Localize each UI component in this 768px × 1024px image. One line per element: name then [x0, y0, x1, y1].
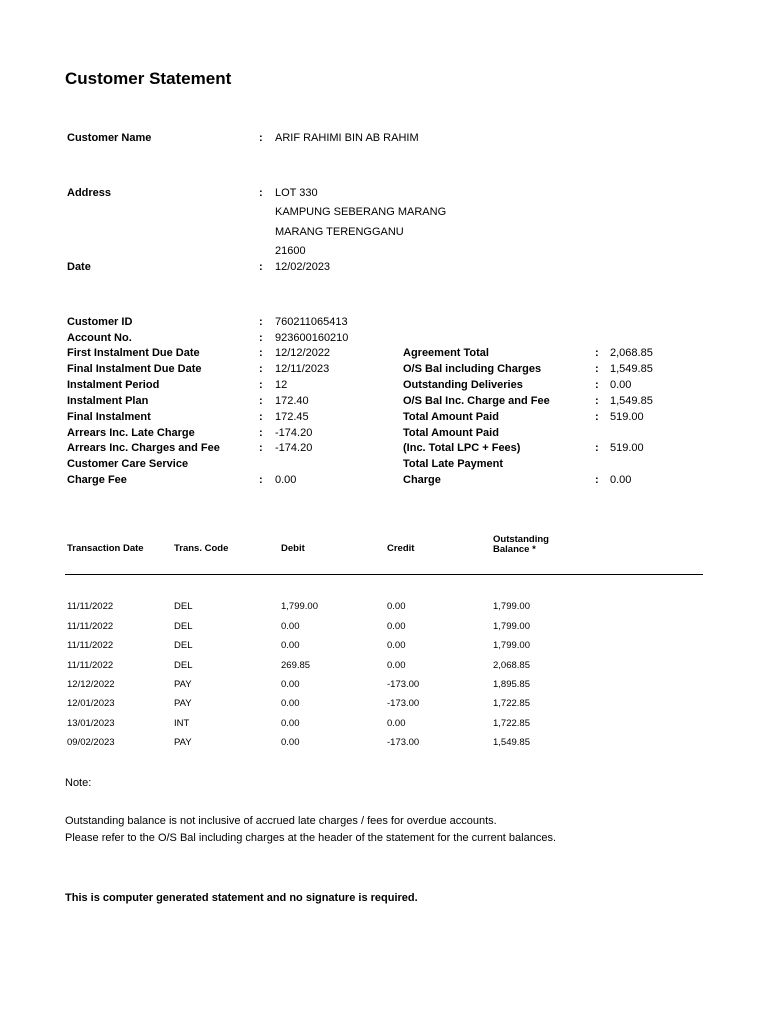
detail-label: Customer Care Service — [67, 458, 189, 470]
cell-code: DEL — [174, 640, 193, 651]
detail-label: O/S Bal Inc. Charge and Fee — [403, 395, 550, 407]
cell-date: 13/01/2023 — [67, 718, 115, 729]
cell-debit: 269.85 — [281, 660, 311, 671]
separator: : — [259, 363, 263, 375]
cell-debit: 0.00 — [281, 737, 300, 748]
detail-value: 760211065413 — [275, 316, 348, 328]
separator: : — [259, 411, 263, 423]
separator: : — [259, 316, 263, 328]
detail-label: Outstanding Deliveries — [403, 379, 523, 391]
address-line: LOT 330 — [275, 187, 318, 199]
cell-date: 11/11/2022 — [67, 621, 114, 632]
detail-value: 519.00 — [610, 411, 644, 423]
detail-label: Total Amount Paid — [403, 411, 499, 423]
detail-value: 1,549.85 — [610, 363, 653, 375]
note-line: Outstanding balance is not inclusive of accrued late charges / fees for overdue accounts. — [65, 815, 497, 827]
cell-credit: 0.00 — [387, 640, 406, 651]
date-value: 12/02/2023 — [275, 261, 331, 273]
detail-label: First Instalment Due Date — [67, 347, 200, 359]
separator: : — [595, 363, 599, 375]
cell-credit: -173.00 — [387, 679, 420, 690]
cell-balance: 1,799.00 — [493, 621, 530, 632]
detail-value: 12/12/2022 — [275, 347, 331, 359]
separator: : — [259, 395, 263, 407]
detail-value: 12/11/2023 — [275, 363, 330, 375]
header-debit: Debit — [281, 543, 305, 554]
detail-label: Charge Fee — [67, 474, 127, 486]
detail-label: Customer ID — [67, 316, 133, 328]
cell-date: 11/11/2022 — [67, 660, 114, 671]
date-label: Date — [67, 261, 91, 273]
page-title: Customer Statement — [65, 69, 232, 88]
separator: : — [595, 347, 599, 359]
cell-balance: 1,895.85 — [493, 679, 530, 690]
cell-credit: -173.00 — [387, 737, 420, 748]
cell-credit: 0.00 — [387, 601, 406, 612]
detail-value: -174.20 — [275, 427, 313, 439]
cell-code: DEL — [174, 660, 193, 671]
cell-credit: -173.00 — [387, 698, 420, 709]
separator: : — [259, 442, 263, 454]
detail-value: 2,068.85 — [610, 347, 653, 359]
cell-debit: 1,799.00 — [281, 601, 318, 612]
detail-label: Total Late Payment — [403, 458, 504, 470]
separator: : — [595, 474, 599, 486]
cell-credit: 0.00 — [387, 718, 406, 729]
cell-balance: 1,722.85 — [493, 718, 530, 729]
detail-value: 519.00 — [610, 442, 644, 454]
address-line: 21600 — [275, 245, 306, 257]
separator: : — [595, 395, 599, 407]
detail-label: Total Amount Paid — [403, 427, 499, 439]
footer-disclaimer: This is computer generated statement and no signature is required. — [65, 892, 418, 904]
detail-value: 0.00 — [610, 474, 632, 486]
header-trans-code: Trans. Code — [174, 543, 229, 554]
cell-debit: 0.00 — [281, 640, 300, 651]
detail-label: Account No. — [67, 332, 132, 344]
cell-date: 09/02/2023 — [67, 737, 115, 748]
separator: : — [595, 442, 599, 454]
cell-date: 12/01/2023 — [67, 698, 115, 709]
cell-debit: 0.00 — [281, 718, 300, 729]
cell-balance: 1,799.00 — [493, 601, 530, 612]
header-transaction-date: Transaction Date — [67, 543, 144, 554]
note-line: Please refer to the O/S Bal including charges at the header of the statement for the current balances. — [65, 832, 557, 844]
header-balance-line: Balance * — [493, 544, 536, 555]
header-outstanding-balance — [493, 535, 549, 555]
detail-value: 12 — [275, 379, 288, 391]
cell-balance: 1,549.85 — [493, 737, 530, 748]
customer-name-label: Customer Name — [67, 132, 152, 144]
detail-value: 923600160210 — [275, 332, 349, 344]
header-outstanding-line: Outstanding — [493, 534, 549, 545]
separator: : — [259, 261, 263, 273]
cell-code: PAY — [174, 679, 192, 690]
cell-debit: 0.00 — [281, 679, 300, 690]
address-line: KAMPUNG SEBERANG MARANG — [275, 206, 447, 218]
detail-value: 1,549.85 — [610, 395, 653, 407]
separator: : — [595, 411, 599, 423]
cell-code: PAY — [174, 737, 192, 748]
detail-label: Instalment Plan — [67, 395, 149, 407]
separator: : — [595, 379, 599, 391]
detail-label: Arrears Inc. Charges and Fee — [67, 442, 220, 454]
separator: : — [259, 347, 263, 359]
cell-balance: 2,068.85 — [493, 660, 530, 671]
cell-credit: 0.00 — [387, 621, 406, 632]
cell-credit: 0.00 — [387, 660, 406, 671]
cell-balance: 1,799.00 — [493, 640, 530, 651]
separator: : — [259, 474, 263, 486]
cell-balance: 1,722.85 — [493, 698, 530, 709]
detail-value: 172.45 — [275, 411, 309, 423]
detail-label: O/S Bal including Charges — [403, 363, 542, 375]
detail-value: 172.40 — [275, 395, 309, 407]
detail-value: 0.00 — [275, 474, 297, 486]
separator: : — [259, 427, 263, 439]
cell-date: 12/12/2022 — [67, 679, 115, 690]
detail-value: 0.00 — [610, 379, 632, 391]
address-label: Address — [67, 187, 112, 199]
cell-code: DEL — [174, 601, 193, 612]
detail-label: Charge — [403, 474, 441, 486]
note-heading: Note: — [65, 777, 92, 789]
cell-date: 11/11/2022 — [67, 601, 114, 612]
cell-code: DEL — [174, 621, 193, 632]
cell-code: INT — [174, 718, 190, 729]
separator: : — [259, 187, 263, 199]
detail-label: Instalment Period — [67, 379, 160, 391]
customer-name-value: ARIF RAHIMI BIN AB RAHIM — [275, 132, 419, 144]
detail-value: -174.20 — [275, 442, 313, 454]
cell-code: PAY — [174, 698, 192, 709]
table-divider — [65, 574, 703, 575]
cell-debit: 0.00 — [281, 621, 300, 632]
separator: : — [259, 379, 263, 391]
detail-label: Arrears Inc. Late Charge — [67, 427, 195, 439]
separator: : — [259, 132, 263, 144]
cell-debit: 0.00 — [281, 698, 300, 709]
cell-date: 11/11/2022 — [67, 640, 114, 651]
detail-label: Final Instalment Due Date — [67, 363, 202, 375]
detail-label: Final Instalment — [67, 411, 151, 423]
detail-label: Agreement Total — [403, 347, 489, 359]
address-line: MARANG TERENGGANU — [275, 226, 404, 238]
separator: : — [259, 332, 263, 344]
detail-label: (Inc. Total LPC + Fees) — [403, 442, 521, 454]
header-credit: Credit — [387, 543, 415, 554]
